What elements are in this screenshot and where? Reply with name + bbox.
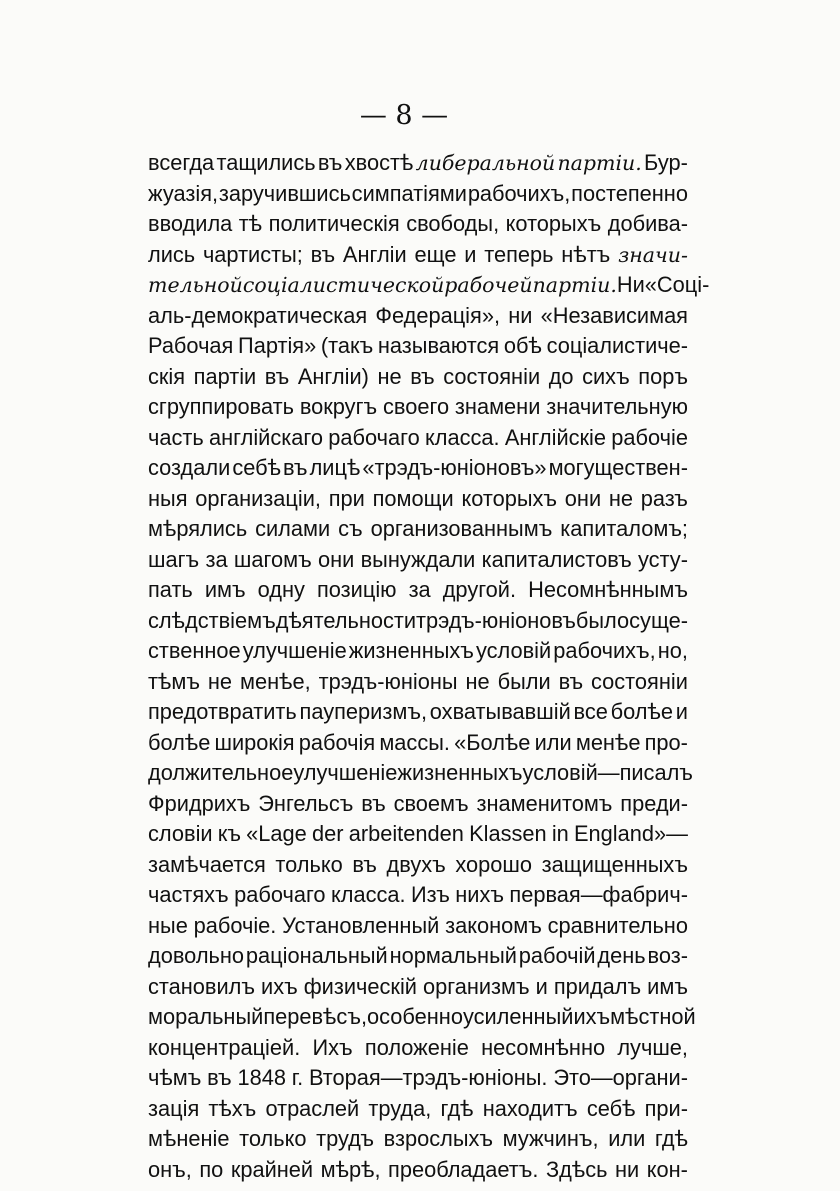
word: Партія» xyxy=(238,333,317,358)
word: Фридрихъ xyxy=(148,790,251,816)
word: закономъ xyxy=(445,912,542,938)
word: свободы, xyxy=(406,211,500,236)
word: der xyxy=(312,821,344,846)
word: партіи. xyxy=(532,273,617,297)
word: жизненныхъ xyxy=(348,638,474,663)
word: Англіи) xyxy=(297,363,369,389)
word: жизненныхъ xyxy=(397,760,523,785)
text-line xyxy=(148,148,688,179)
word: ихъ xyxy=(573,1004,611,1029)
word: нихъ xyxy=(455,882,504,907)
word: или xyxy=(608,1126,646,1151)
word: только xyxy=(275,851,343,877)
word: тѣмъ xyxy=(148,668,200,694)
word: условій xyxy=(475,638,552,663)
text-line xyxy=(148,880,688,911)
page-number: — 8 — xyxy=(359,100,449,131)
word: организаціи, xyxy=(195,485,321,511)
word: не xyxy=(465,668,490,694)
word: рабочихъ, xyxy=(553,638,656,663)
word: съ xyxy=(338,516,363,541)
word: своемъ xyxy=(393,790,469,816)
word: значи- xyxy=(618,242,688,267)
text-line xyxy=(148,667,688,698)
word: имъ xyxy=(204,577,246,602)
word: только xyxy=(239,1126,307,1151)
word: къ xyxy=(217,821,241,846)
word: добива- xyxy=(607,211,688,236)
text-line xyxy=(148,209,688,240)
word: улучшеніе xyxy=(293,760,398,785)
word: гдѣ xyxy=(654,1126,688,1151)
word: онъ, xyxy=(148,1156,192,1182)
word: рабочей xyxy=(444,273,533,297)
word: нѣтъ xyxy=(561,241,611,267)
word: частяхъ xyxy=(148,882,229,907)
word: «Lage xyxy=(246,821,307,846)
text-line xyxy=(148,758,693,789)
word: за xyxy=(408,577,431,602)
word: за xyxy=(205,546,228,572)
word: зація xyxy=(148,1095,200,1121)
word: трэдъ-юніоны xyxy=(318,668,458,694)
word: крайней xyxy=(230,1156,314,1182)
word: Ни xyxy=(616,272,645,297)
word: преобладаетъ. xyxy=(388,1156,539,1182)
word: имъ xyxy=(647,973,688,999)
word: пать xyxy=(148,577,193,602)
word: Klassen xyxy=(469,821,547,846)
word: по xyxy=(199,1156,224,1182)
word: при xyxy=(328,485,365,511)
word: не xyxy=(207,668,233,694)
word: гдѣ xyxy=(440,1095,474,1121)
word: хвостѣ xyxy=(344,150,414,175)
word: дѣятельности xyxy=(275,607,417,633)
word: и xyxy=(675,699,688,724)
word: тельной xyxy=(148,273,243,297)
word: тѣхъ xyxy=(208,1095,257,1121)
text-line xyxy=(148,484,688,515)
text-line xyxy=(148,331,688,362)
word: England»— xyxy=(573,821,688,846)
word: преди- xyxy=(620,790,688,816)
text-line xyxy=(148,1155,688,1186)
word: Федерація», xyxy=(375,302,500,328)
word: вокругъ xyxy=(299,394,378,419)
word: хорошо xyxy=(455,851,533,877)
word: охватывавшій xyxy=(429,699,571,724)
word: перевѣсъ, xyxy=(263,1004,367,1029)
word: замѣчается xyxy=(148,851,266,877)
word: лись xyxy=(148,241,196,267)
word: in xyxy=(551,821,569,846)
text-line xyxy=(148,636,688,667)
word: себѣ xyxy=(232,455,281,480)
word: находитъ xyxy=(482,1095,578,1121)
word: было xyxy=(575,607,630,633)
word: и xyxy=(464,241,477,267)
text-line xyxy=(148,911,688,942)
word: Рабочая xyxy=(148,333,234,358)
word: постепенно xyxy=(571,180,688,206)
word: въ xyxy=(317,150,343,175)
word: рабочаго xyxy=(328,424,420,450)
word: первая—фабрич- xyxy=(509,882,688,907)
word: помощи xyxy=(372,485,454,511)
word: аль-демократическая xyxy=(148,302,368,328)
word: рабочія xyxy=(298,729,376,755)
word: рабочаго xyxy=(234,882,326,907)
word: могуществен- xyxy=(548,455,688,480)
word: менѣе, xyxy=(240,668,311,694)
word: которыхъ xyxy=(505,211,602,236)
word: называются xyxy=(377,333,500,358)
text-line xyxy=(148,606,688,637)
word: условій—писалъ xyxy=(522,760,693,785)
text-line xyxy=(148,972,688,1003)
word: тѣ xyxy=(238,211,263,236)
word: физическій xyxy=(303,973,417,999)
word: Вторая—трэдъ-юніоны. xyxy=(308,1065,548,1090)
text-line xyxy=(148,1033,688,1064)
text-line xyxy=(148,453,688,484)
word: Установленный xyxy=(282,912,440,938)
word: Бур- xyxy=(644,150,688,175)
word: или xyxy=(534,729,572,755)
text-line xyxy=(148,423,688,454)
text-line xyxy=(148,179,688,210)
word: нормальный xyxy=(389,943,517,968)
word: мѣненіе xyxy=(148,1126,230,1151)
text-line xyxy=(148,728,688,759)
word: должительное xyxy=(148,760,294,785)
word: создали xyxy=(148,455,231,480)
word: все xyxy=(573,699,608,724)
word: улучшеніе xyxy=(242,638,347,663)
word: еще xyxy=(414,241,457,267)
word: партіи xyxy=(193,363,257,389)
text-line xyxy=(148,941,688,972)
word: организованнымъ xyxy=(370,516,553,541)
word: предотвратить xyxy=(148,699,297,724)
word: шагъ xyxy=(148,546,200,572)
word: кон- xyxy=(646,1156,688,1182)
word: усту- xyxy=(638,546,688,572)
text-line xyxy=(148,1124,688,1155)
word: пауперизмъ, xyxy=(299,699,428,724)
word: англійскаго xyxy=(208,424,323,450)
word: словіи xyxy=(148,821,213,846)
word: Здѣсь xyxy=(545,1156,608,1182)
word: себѣ xyxy=(586,1095,636,1121)
text-line xyxy=(148,1094,688,1125)
word: капиталомъ; xyxy=(560,516,688,541)
word: сравнительно xyxy=(547,912,688,938)
word: мѣстной xyxy=(610,1004,696,1029)
word: 1848 xyxy=(237,1065,286,1090)
word: день xyxy=(597,943,646,968)
word: «Независимая xyxy=(540,302,688,328)
word: но, xyxy=(657,638,688,663)
word: въ xyxy=(207,1065,232,1090)
word: жуазія, xyxy=(148,180,219,206)
word: не xyxy=(608,485,634,511)
word: «Болѣе xyxy=(454,729,531,755)
word: одну xyxy=(257,577,305,602)
word: болѣе xyxy=(148,729,211,755)
word: про- xyxy=(644,729,688,755)
word: соціалистической xyxy=(242,273,445,297)
word: труда, xyxy=(368,1095,432,1121)
word: теперь xyxy=(484,241,554,267)
word: ни xyxy=(508,302,533,328)
word: становилъ xyxy=(148,973,256,999)
word: сихъ xyxy=(582,363,630,389)
text-line xyxy=(148,789,688,820)
word: вводила xyxy=(148,211,233,236)
word: массы. xyxy=(379,729,450,755)
word: своего xyxy=(383,394,450,419)
word: положеніе xyxy=(364,1034,469,1060)
text-line xyxy=(148,819,688,850)
word: капиталистовъ xyxy=(481,546,632,572)
word: (такъ xyxy=(320,333,374,358)
word: они xyxy=(317,546,355,572)
word: г. xyxy=(291,1065,304,1090)
word: несомнѣнно xyxy=(481,1034,606,1060)
word: трэдъ-юніоновъ xyxy=(416,607,576,633)
word: силами xyxy=(255,516,331,541)
word: въ xyxy=(283,455,308,480)
word: ные xyxy=(148,912,188,938)
word: раціональный xyxy=(245,943,388,968)
word: рабочіе xyxy=(611,424,688,450)
word: менѣе xyxy=(575,729,641,755)
word: разъ xyxy=(640,485,688,511)
word: лучше, xyxy=(617,1034,688,1060)
word: Изъ xyxy=(411,882,450,907)
word: Несомнѣннымъ xyxy=(528,577,688,602)
text-line xyxy=(148,575,688,606)
word: состояніи xyxy=(591,668,688,694)
word: болѣе xyxy=(610,699,673,724)
text-line xyxy=(148,240,688,271)
word: въ xyxy=(410,363,435,389)
text-line xyxy=(148,270,710,301)
word: ихъ xyxy=(261,973,298,999)
word: значительную xyxy=(546,394,688,419)
word: заручившись xyxy=(218,180,351,206)
word: не xyxy=(377,363,402,389)
word: arbeitenden xyxy=(348,821,464,846)
text-line xyxy=(148,1063,688,1094)
text-line xyxy=(148,514,688,545)
word: довольно xyxy=(148,943,245,968)
word: класса. xyxy=(330,882,406,907)
word: рабочій xyxy=(518,943,596,968)
word: были xyxy=(497,668,551,694)
word: скія xyxy=(148,363,186,389)
word: ни xyxy=(614,1156,640,1182)
word: шагомъ xyxy=(233,546,312,572)
word: либеральной xyxy=(415,151,556,175)
word: рабочихъ, xyxy=(467,180,571,206)
word: въ xyxy=(310,241,336,267)
word: суще- xyxy=(629,607,689,633)
word: ныя xyxy=(148,485,188,511)
word: особенно xyxy=(367,1004,463,1029)
word: они xyxy=(564,485,602,511)
word: усиленный xyxy=(462,1004,574,1029)
word: въ xyxy=(264,363,290,389)
word: чартисты; xyxy=(202,241,303,267)
word: въ xyxy=(352,851,377,877)
body-text xyxy=(148,148,710,1185)
word: партіи. xyxy=(557,151,642,175)
word: широкія xyxy=(214,729,295,755)
word: поръ xyxy=(638,363,688,389)
word: Англіи xyxy=(342,241,407,267)
text-line xyxy=(148,697,688,728)
word: политическія xyxy=(268,211,400,236)
word: другой. xyxy=(442,577,517,602)
word: класса. xyxy=(424,424,500,450)
word: и xyxy=(535,973,548,999)
word: мѣрѣ, xyxy=(320,1156,381,1182)
word: которыхъ xyxy=(461,485,558,511)
word: въ xyxy=(361,790,386,816)
word: симпатіями xyxy=(351,180,467,206)
word: воз- xyxy=(647,943,688,968)
word: взрослыхъ xyxy=(383,1126,494,1151)
word: въ xyxy=(558,668,584,694)
word: знаменитомъ xyxy=(476,790,613,816)
word: позицію xyxy=(317,577,397,602)
word: сгруппировать xyxy=(148,394,294,419)
word: ственное xyxy=(148,638,241,663)
text-line xyxy=(148,850,688,881)
word: «Соці- xyxy=(644,272,710,297)
word: отраслей xyxy=(265,1095,360,1121)
word: состояніи xyxy=(443,363,541,389)
word: слѣдствіемъ xyxy=(148,607,276,633)
word: часть xyxy=(148,424,204,450)
word: двухъ xyxy=(386,851,446,877)
word: знамени xyxy=(454,394,541,419)
word: мѣрялись xyxy=(148,516,248,541)
word: соціалистиче- xyxy=(546,333,688,358)
word: организмъ xyxy=(422,973,530,999)
word: чѣмъ xyxy=(148,1065,202,1090)
word: Это—органи- xyxy=(553,1065,688,1090)
word: трудъ xyxy=(316,1126,375,1151)
word: всегда xyxy=(148,150,215,175)
word: до xyxy=(548,363,574,389)
word: придалъ xyxy=(553,973,642,999)
word: моральный xyxy=(148,1004,264,1029)
word: тащились xyxy=(216,150,316,175)
word: Ихъ xyxy=(312,1034,353,1060)
word: Энгельсъ xyxy=(258,790,354,816)
word: рабочіе. xyxy=(193,912,277,938)
word: защищенныхъ xyxy=(541,851,688,877)
word: при- xyxy=(644,1095,688,1121)
word: концентраціей. xyxy=(148,1034,301,1060)
text-line xyxy=(148,301,688,332)
word: «трэдъ-юніоновъ» xyxy=(362,455,547,480)
text-line xyxy=(148,392,688,423)
text-line xyxy=(148,362,688,393)
word: вынуждали xyxy=(360,546,476,572)
word: обѣ xyxy=(503,333,542,358)
text-line xyxy=(148,545,688,576)
word: лицѣ xyxy=(309,455,361,480)
word: мужчинъ, xyxy=(502,1126,599,1151)
word: Англійскіе xyxy=(504,424,607,450)
text-line xyxy=(148,1002,696,1033)
